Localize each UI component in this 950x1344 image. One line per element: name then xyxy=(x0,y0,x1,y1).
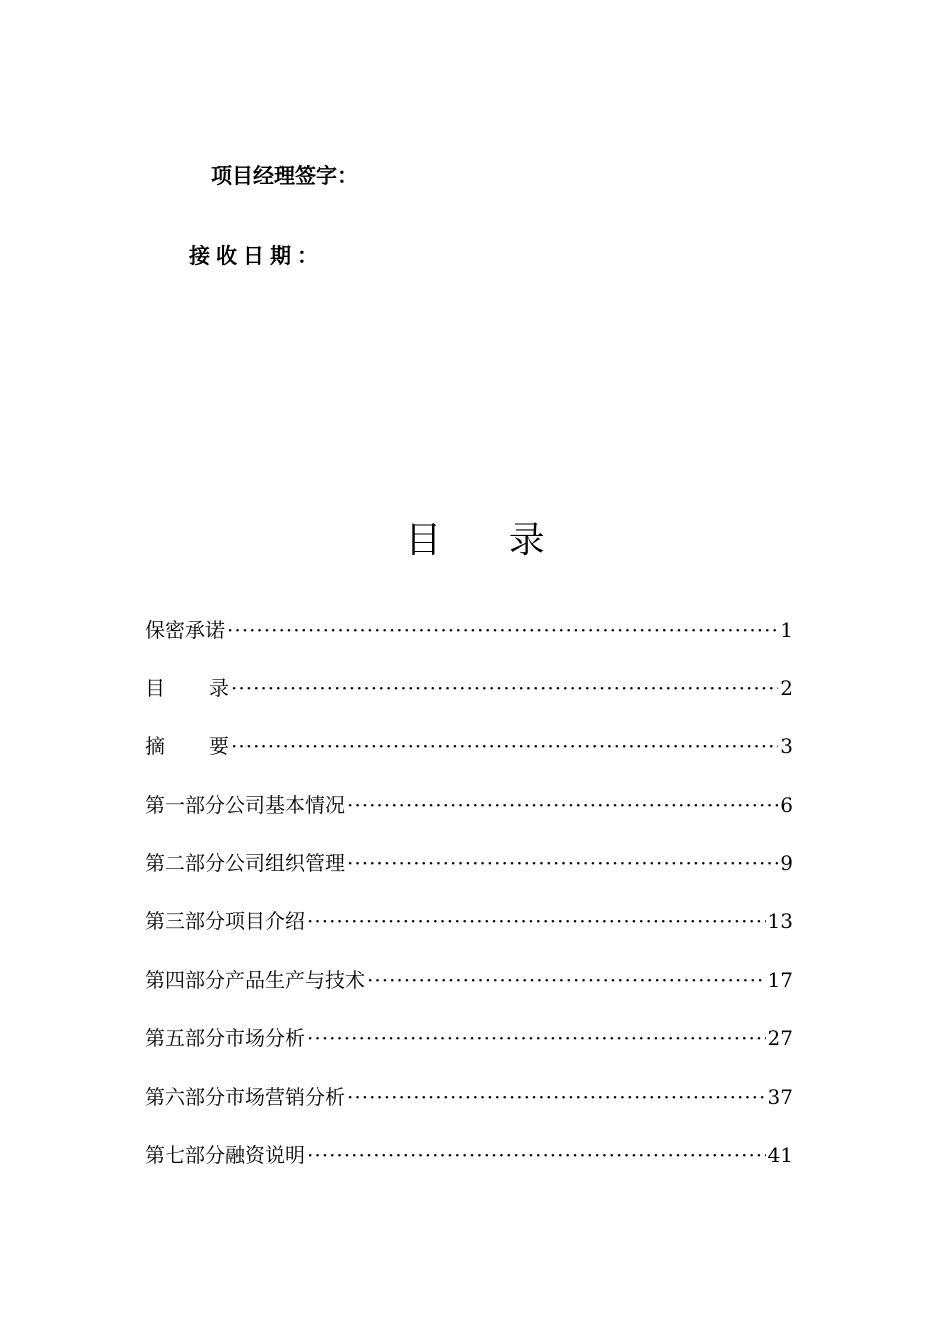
toc-entry-part-3[interactable] xyxy=(145,906,793,936)
toc-entry-page: 3 xyxy=(780,734,793,758)
toc-entry-page: 9 xyxy=(780,851,793,875)
toc-entry-page: 13 xyxy=(767,909,793,933)
toc-entry-page: 41 xyxy=(767,1143,793,1167)
toc-entry-part: 第七部分 xyxy=(145,1143,225,1167)
toc-entry-part-1[interactable] xyxy=(145,790,793,820)
toc-dot-leader xyxy=(307,1023,766,1053)
toc-entry-part: 第三部分 xyxy=(145,909,225,933)
toc-dot-leader xyxy=(307,906,766,936)
manager-signature-label: 项目经理签字： xyxy=(211,164,358,188)
toc-entry-page: 1 xyxy=(780,618,793,642)
toc-entry-label: 公司组织管理 xyxy=(225,851,345,875)
toc-entry-part-4[interactable] xyxy=(145,965,793,995)
toc-dot-leader xyxy=(347,790,778,820)
toc-dot-leader xyxy=(347,848,778,878)
toc-entry-label: 融资说明 xyxy=(225,1143,305,1167)
toc-entry-part: 第一部分 xyxy=(145,793,225,817)
toc-dot-leader xyxy=(347,1082,766,1112)
toc-entry-label: 市场分析 xyxy=(225,1026,305,1050)
receive-date-label: 接收日期： xyxy=(189,244,324,268)
toc-dot-leader xyxy=(227,615,778,645)
toc-entry-page: 2 xyxy=(780,676,793,700)
toc-entry-page: 17 xyxy=(767,968,793,992)
toc-entry-page: 37 xyxy=(767,1085,793,1109)
toc-dot-leader xyxy=(367,965,766,995)
toc-entry-part: 第五部分 xyxy=(145,1026,225,1050)
toc-entry-label: 市场营销分析 xyxy=(225,1085,345,1109)
toc-entry-label: 目录 xyxy=(145,676,273,700)
toc-entry-part-2[interactable] xyxy=(145,848,793,878)
toc-entry-abstract[interactable] xyxy=(145,731,793,761)
toc-entry-label: 产品生产与技术 xyxy=(225,968,365,992)
toc-title: 目 录 xyxy=(405,520,573,561)
toc-dot-leader xyxy=(231,673,778,703)
toc-entry-contents[interactable] xyxy=(145,673,793,703)
toc-entry-label: 保密承诺 xyxy=(145,618,225,642)
toc-dot-leader xyxy=(307,1140,766,1170)
toc-entry-part: 第二部分 xyxy=(145,851,225,875)
toc-entry-part-5[interactable] xyxy=(145,1023,793,1053)
toc-entry-part: 第四部分 xyxy=(145,968,225,992)
toc-entry-part-6[interactable] xyxy=(145,1082,793,1112)
toc-entry-label: 项目介绍 xyxy=(225,909,305,933)
toc-entry-part-7[interactable] xyxy=(145,1140,793,1170)
toc-entry-page: 27 xyxy=(767,1026,793,1050)
toc-dot-leader xyxy=(231,731,778,761)
toc-entry-confidentiality[interactable] xyxy=(145,615,793,645)
toc-entry-label: 摘要 xyxy=(145,734,273,758)
toc-entry-part: 第六部分 xyxy=(145,1085,225,1109)
toc-entry-label: 公司基本情况 xyxy=(225,793,345,817)
toc-entry-page: 6 xyxy=(780,793,793,817)
